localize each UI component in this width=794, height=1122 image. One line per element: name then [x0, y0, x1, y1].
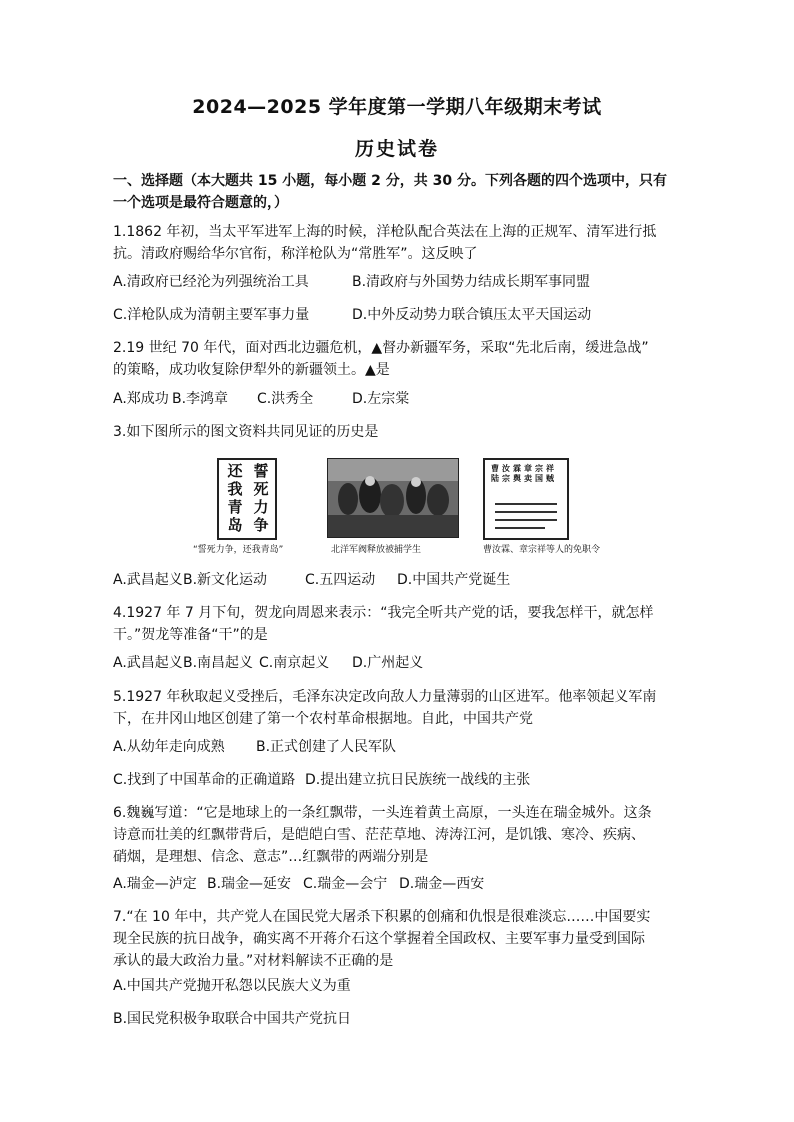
question-4-stem: 4.1927 年 7 月下旬，贺龙向周恩来表示：“我完全听共产党的话，要我怎样干，就怎样 干。”贺龙等准备“干”的是	[113, 605, 654, 643]
question-3-option-d[interactable]: D.中国共产党诞生	[397, 572, 511, 588]
question-7-stem: 7.“在 10 年中，共产党人在国民党大屠杀下积累的创痛和仇恨是很难淡忘……中国要实 现全民族的抗日战争，确实离不开蒋介石这个掌握着全国政权、主要军事力量受到国际 承认的最大政治力量。”对材料解读不正确的是	[113, 909, 651, 969]
question-2-option-d[interactable]: D.左宗棠	[352, 391, 410, 407]
question-3-figure	[193, 450, 613, 560]
question-6-option-d[interactable]: D.瑞金—西安	[399, 876, 485, 892]
question-6-option-c[interactable]: C.瑞金—会宁	[303, 876, 388, 892]
question-1-option-a[interactable]: A.清政府已经沦为列强统治工具	[113, 274, 309, 290]
figure-caption-3: 曹汝霖、章宗祥等人的免职令	[483, 545, 601, 555]
question-4-option-c[interactable]: C.南京起义	[259, 655, 330, 671]
newspaper-lines-icon	[485, 460, 567, 538]
question-1-option-d[interactable]: D.中外反动势力联合镇压太平天国运动	[352, 307, 592, 323]
question-6-option-b[interactable]: B.瑞金—延安	[207, 876, 292, 892]
exam-title: 2024—2025 学年度第一学期八年级期末考试	[192, 96, 602, 118]
question-2-option-c[interactable]: C.洪秀全	[257, 391, 314, 407]
dismissal-order-image: 曹 汝 霖 章 宗 祥 陆 宗 舆 卖 国 贼	[483, 458, 569, 540]
question-7-option-b[interactable]: B.国民党积极争取联合中国共产党抗日	[113, 1011, 352, 1027]
figure-caption-2: 北洋军阀释放被捕学生	[331, 545, 422, 555]
question-2-stem: 2.19 世纪 70 年代，面对西北边疆危机，▲督办新疆军务，采取“先北后南，缓进急战” 的策略，成功收复除伊犁外的新疆领土。▲是	[113, 340, 649, 378]
protest-slogan-image: 誓 死 力 争 还 我 青 岛	[217, 458, 277, 540]
question-2-option-a[interactable]: A.郑成功	[113, 391, 169, 407]
exam-subtitle: 历史试卷	[354, 138, 439, 160]
question-6-stem: 6.魏巍写道：“它是地球上的一条红飘带，一头连着黄土高原，一头连在瑞金城外。这条 诗意而壮美的红飘带背后，是皑皑白雪、茫茫草地、涛涛江河，是饥饿、寒冷、疾病、 硝烟，是理想、信念、意志”…红飘带的两端分别是	[113, 805, 652, 865]
question-5-option-c[interactable]: C.找到了中国革命的正确道路	[113, 772, 296, 788]
section-heading: 一、选择题（本大题共 15 小题，每小题 2 分，共 30 分。下列各题的四个选项中，只有 一个选项是最符合题意的，）	[113, 173, 667, 211]
question-3-option-b[interactable]: B.新文化运动	[183, 572, 268, 588]
question-1-option-b[interactable]: B.清政府与外国势力结成长期军事同盟	[352, 274, 591, 290]
question-5-option-b[interactable]: B.正式创建了人民军队	[256, 739, 397, 755]
figure-caption-1: “誓死力争，还我青岛”	[193, 545, 284, 555]
released-students-photo	[327, 458, 459, 538]
question-2-option-b[interactable]: B.李鸿章	[172, 391, 229, 407]
question-7-option-a[interactable]: A.中国共产党抛开私怨以民族大义为重	[113, 978, 351, 994]
question-6-option-a[interactable]: A.瑞金—泸定	[113, 876, 197, 892]
question-4-option-d[interactable]: D.广州起义	[352, 655, 424, 671]
question-4-option-b[interactable]: B.南昌起义	[183, 655, 254, 671]
question-5-option-d[interactable]: D.提出建立抗日民族统一战线的主张	[305, 772, 531, 788]
question-5-option-a[interactable]: A.从幼年走向成熟	[113, 739, 225, 755]
question-5-stem: 5.1927 年秋取起义受挫后，毛泽东决定改向敌人力量薄弱的山区进军。他率领起义军南 下，在井冈山地区创建了第一个农村革命根据地。自此，中国共产党	[113, 689, 657, 727]
question-3-option-a[interactable]: A.武昌起义	[113, 572, 183, 588]
question-3-stem: 3.如下图所示的图文资料共同见证的历史是	[113, 424, 379, 440]
question-3-option-c[interactable]: C.五四运动	[305, 572, 376, 588]
question-1-stem: 1.1862 年初，当太平军进军上海的时候，洋枪队配合英法在上海的正规军、清军进行抵 抗。清政府赐给华尔官衔，称洋枪队为“常胜军”。这反映了	[113, 224, 657, 262]
question-4-option-a[interactable]: A.武昌起义	[113, 655, 183, 671]
crowd-photo-icon	[328, 459, 458, 537]
question-1-option-c[interactable]: C.洋枪队成为清朝主要军事力量	[113, 307, 310, 323]
